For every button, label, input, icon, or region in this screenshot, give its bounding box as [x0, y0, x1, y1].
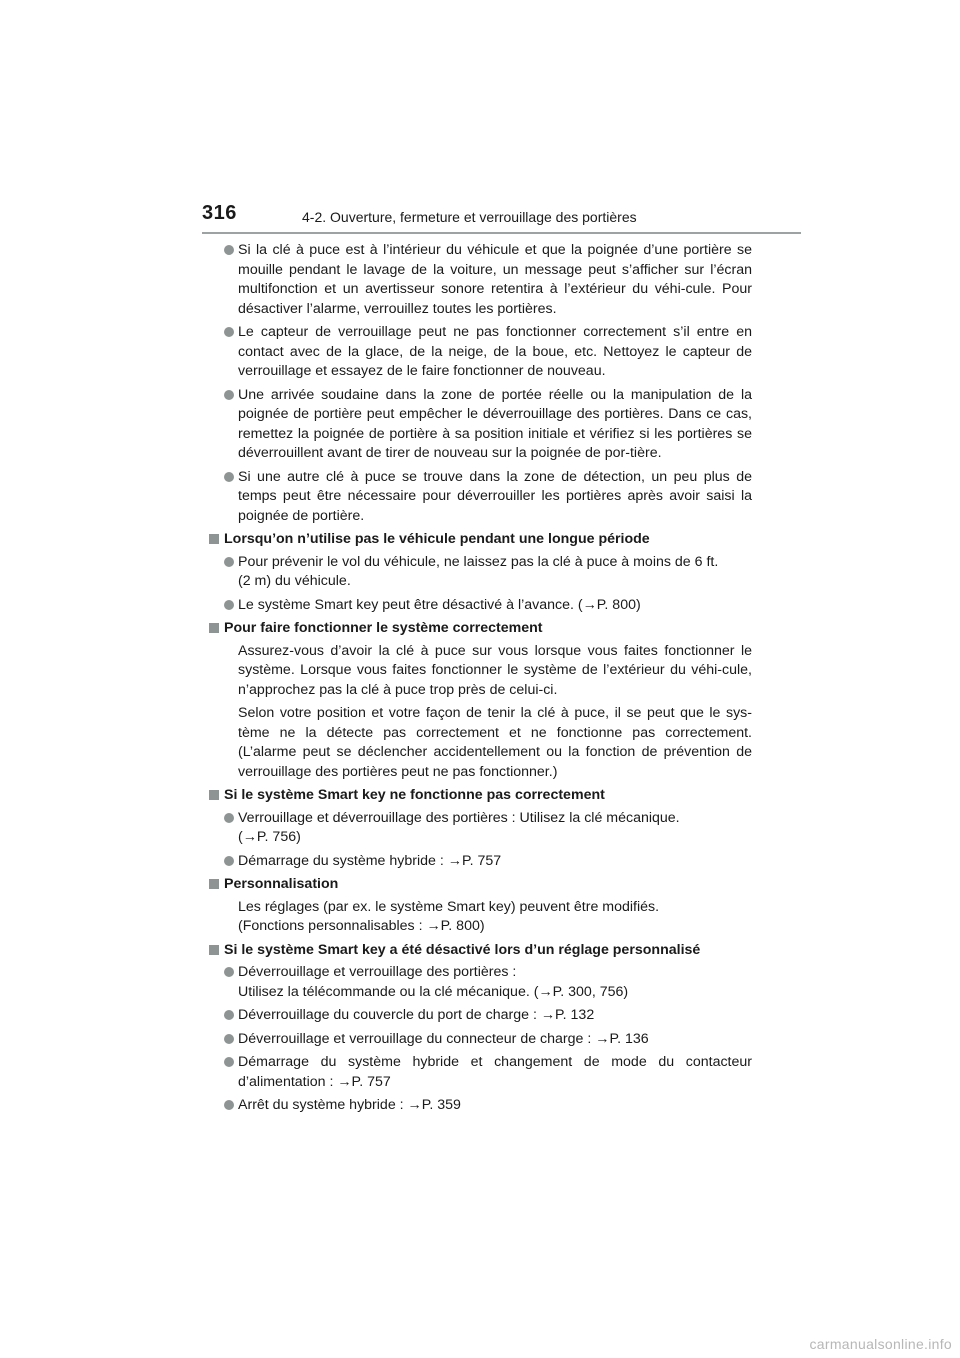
bullet-icon — [224, 813, 234, 823]
section-heading — [209, 786, 752, 806]
square-bullet-icon — [209, 623, 219, 633]
item-text: Démarrage du système hybride et changement de mode du contacteur d’alimentation : →P. 757 — [238, 1054, 752, 1090]
page-header — [0, 0, 960, 236]
item-text: Déverrouillage et verrouillage du connecteur de charge : →P. 136 — [238, 1030, 649, 1047]
list-item — [224, 596, 752, 616]
item-text: Pour prévenir le vol du véhicule, ne laissez pas la clé à puce à moins de 6 ft. — [238, 553, 719, 570]
bullet-icon — [224, 1100, 234, 1110]
bullet-icon — [224, 245, 234, 255]
section-heading-text: Lorsqu’on n’utilise pas le véhicule pendant une longue période — [224, 531, 650, 547]
paragraph — [238, 898, 752, 937]
header-divider — [202, 232, 801, 234]
section-heading — [209, 941, 752, 961]
list-item — [224, 1006, 752, 1026]
section-disabled-custom — [224, 941, 752, 1116]
item-text: Le capteur de verrouillage peut ne pas fonctionner correctement s’il entre en contact avec de la glace, de la neige, de la boue, etc. Nettoyez le capteur de verrouillage et essayez de le faire fonctionner de nouveau. — [238, 324, 752, 379]
bullet-icon — [224, 600, 234, 610]
bullet-icon — [224, 856, 234, 866]
list-item — [224, 241, 752, 319]
page-content — [224, 241, 752, 1120]
list-item — [224, 323, 752, 382]
section-heading-text: Personnalisation — [224, 876, 339, 892]
list-item — [224, 1096, 752, 1116]
item-text: (→P. 756) — [238, 829, 301, 845]
item-text: (2 m) du véhicule. — [238, 573, 351, 589]
section-not-working — [224, 786, 752, 871]
item-text: Verrouillage et déverrouillage des portières : Utilisez la clé mécanique. — [238, 809, 680, 826]
paragraph-line: (Fonctions personnalisables : →P. 800) — [238, 918, 485, 934]
item-text: Le système Smart key peut être désactivé à l’avance. (→P. 800) — [238, 596, 641, 613]
section-heading — [209, 875, 752, 895]
watermark: carmanualsonline.info — [809, 1336, 952, 1352]
list-item — [224, 553, 752, 592]
section-heading — [209, 530, 752, 550]
paragraph: Assurez-vous d’avoir la clé à puce sur vous lorsque vous faites fonctionner le système. Lorsque vous faites fonctionner le système de l’extérieur du véhi-cule, n’approchez pas la clé à puce trop près de celui-ci. — [238, 642, 752, 698]
bullet-icon — [224, 557, 234, 567]
square-bullet-icon — [209, 534, 219, 544]
bullet-icon — [224, 1034, 234, 1044]
item-text: Déverrouillage du couvercle du port de charge : →P. 132 — [238, 1007, 595, 1023]
list-item — [224, 963, 752, 1002]
bullet-icon — [224, 1057, 234, 1067]
section-heading — [209, 619, 752, 639]
item-text: Déverrouillage et verrouillage des portières : — [238, 964, 517, 980]
square-bullet-icon — [209, 879, 219, 889]
list-item — [224, 852, 752, 872]
page-number: 316 — [202, 202, 237, 224]
paragraph-line: Les réglages (par ex. le système Smart key) peuvent être modifiés. — [238, 898, 660, 915]
list-item — [224, 468, 752, 527]
square-bullet-icon — [209, 945, 219, 955]
section-long-period — [224, 530, 752, 615]
section-heading-text: Si le système Smart key ne fonctionne pas correctement — [224, 787, 605, 803]
item-text: Une arrivée soudaine dans la zone de portée réelle ou la manipulation de la poignée de portière peut empêcher le déverrouillage des portières. Dans ce cas, remettez la poignée de portière à sa position initiale et vérifiez si les portières se déverrouillent avant de tirer de nouveau sur la poignée de por-tière. — [238, 386, 752, 461]
bullet-icon — [224, 1010, 234, 1020]
bullet-icon — [224, 327, 234, 337]
square-bullet-icon — [209, 790, 219, 800]
bullet-icon — [224, 967, 234, 977]
list-item — [224, 1030, 752, 1050]
item-text: Si la clé à puce est à l’intérieur du véhicule et que la poignée d’une portière se mouille pendant le lavage de la voiture, un message peut s’afficher sur l’écran multifonction et un avertisseur sonore retentira à l’extérieur du véhi-cule. Pour désactiver l’alarme, verrouillez toutes les portières. — [238, 242, 752, 317]
section-personalization — [224, 875, 752, 937]
section-heading-text: Pour faire fonctionner le système correctement — [224, 620, 543, 636]
list-item — [224, 809, 752, 848]
item-text: Si une autre clé à puce se trouve dans la zone de détection, un peu plus de temps peut être nécessaire pour déverrouiller les portières après avoir saisi la poignée de portière. — [238, 468, 752, 524]
section-operate-correctly — [224, 619, 752, 782]
list-item — [224, 1053, 752, 1092]
chapter-title: 4-2. Ouverture, fermeture et verrouillage des portières — [302, 209, 637, 225]
item-text: Utilisez la télécommande ou la clé mécanique. (→P. 300, 756) — [238, 983, 629, 1000]
bullet-icon — [224, 390, 234, 400]
item-text: Arrêt du système hybride : →P. 359 — [238, 1097, 461, 1113]
bullet-icon — [224, 472, 234, 482]
item-text: Démarrage du système hybride : →P. 757 — [238, 852, 502, 869]
section-heading-text: Si le système Smart key a été désactivé lors d’un réglage personnalisé — [224, 941, 701, 958]
paragraph: Selon votre position et votre façon de tenir la clé à puce, il se peut que le sys-tème ne la détecte pas correctement et ne fonctionne pas correctement. (L’alarme peut se déclencher accidentellement ou la fonction de prévention de verrouillage des portières peut ne pas fonctionner.) — [238, 705, 752, 780]
list-item — [224, 386, 752, 464]
